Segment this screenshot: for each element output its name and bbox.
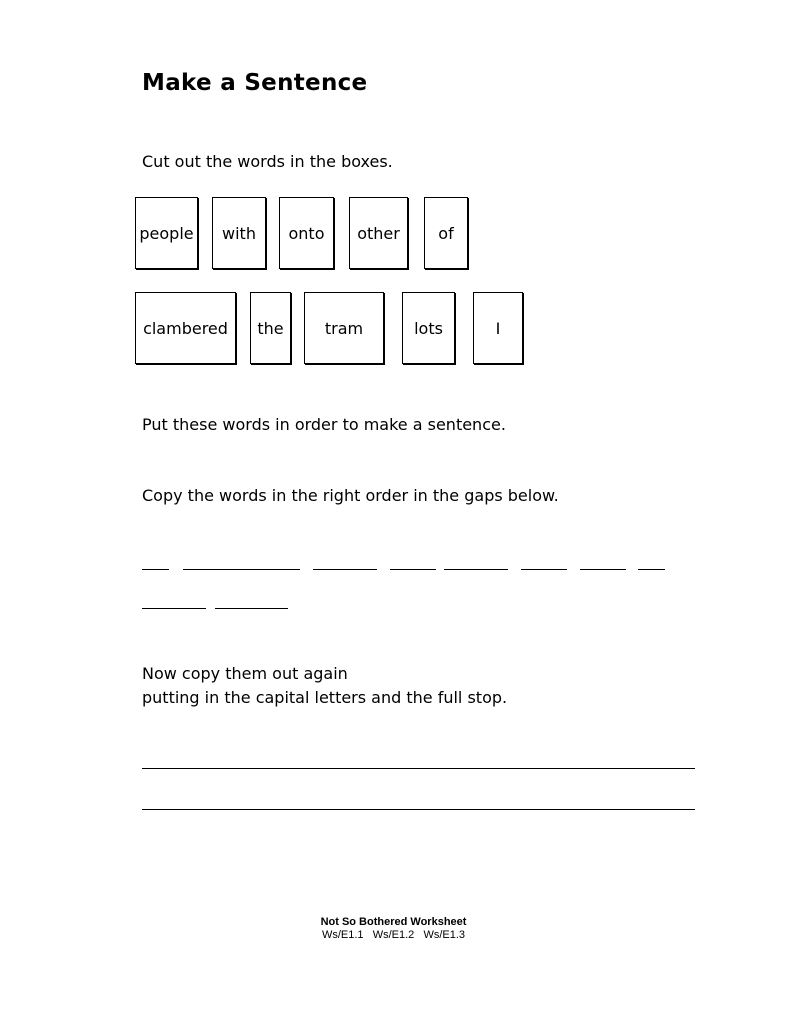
footer	[0, 916, 787, 942]
instruction-again-line1: Now copy them out again	[142, 664, 348, 683]
answer-gap[interactable]	[142, 608, 206, 609]
answer-gap[interactable]	[444, 569, 508, 570]
word-box[interactable]: the	[250, 292, 291, 364]
instruction-cut: Cut out the words in the boxes.	[142, 152, 393, 171]
footer-title: Not So Bothered Worksheet	[320, 916, 467, 928]
answer-gap[interactable]	[521, 569, 567, 570]
word-box[interactable]: I	[473, 292, 523, 364]
footer-codes: Ws/E1.1 Ws/E1.2 Ws/E1.3	[321, 929, 466, 941]
answer-gap[interactable]	[142, 569, 169, 570]
word-box[interactable]: with	[212, 197, 266, 269]
word-box[interactable]: people	[135, 197, 198, 269]
writing-line[interactable]	[142, 809, 695, 810]
word-box[interactable]: onto	[279, 197, 334, 269]
word-box[interactable]: lots	[402, 292, 455, 364]
answer-gap[interactable]	[215, 608, 288, 609]
answer-gap[interactable]	[580, 569, 626, 570]
word-box[interactable]: clambered	[135, 292, 236, 364]
answer-gap[interactable]	[313, 569, 377, 570]
answer-gap[interactable]	[638, 569, 665, 570]
page-title: Make a Sentence	[142, 70, 368, 96]
instruction-order: Put these words in order to make a sentence.	[142, 415, 506, 434]
word-box[interactable]: tram	[304, 292, 384, 364]
word-box[interactable]: of	[424, 197, 468, 269]
answer-gap[interactable]	[183, 569, 300, 570]
word-box[interactable]: other	[349, 197, 408, 269]
answer-gap[interactable]	[390, 569, 436, 570]
instruction-again-line2: putting in the capital letters and the full stop.	[142, 688, 508, 707]
writing-line[interactable]	[142, 768, 695, 769]
instruction-copy: Copy the words in the right order in the gaps below.	[142, 486, 559, 505]
